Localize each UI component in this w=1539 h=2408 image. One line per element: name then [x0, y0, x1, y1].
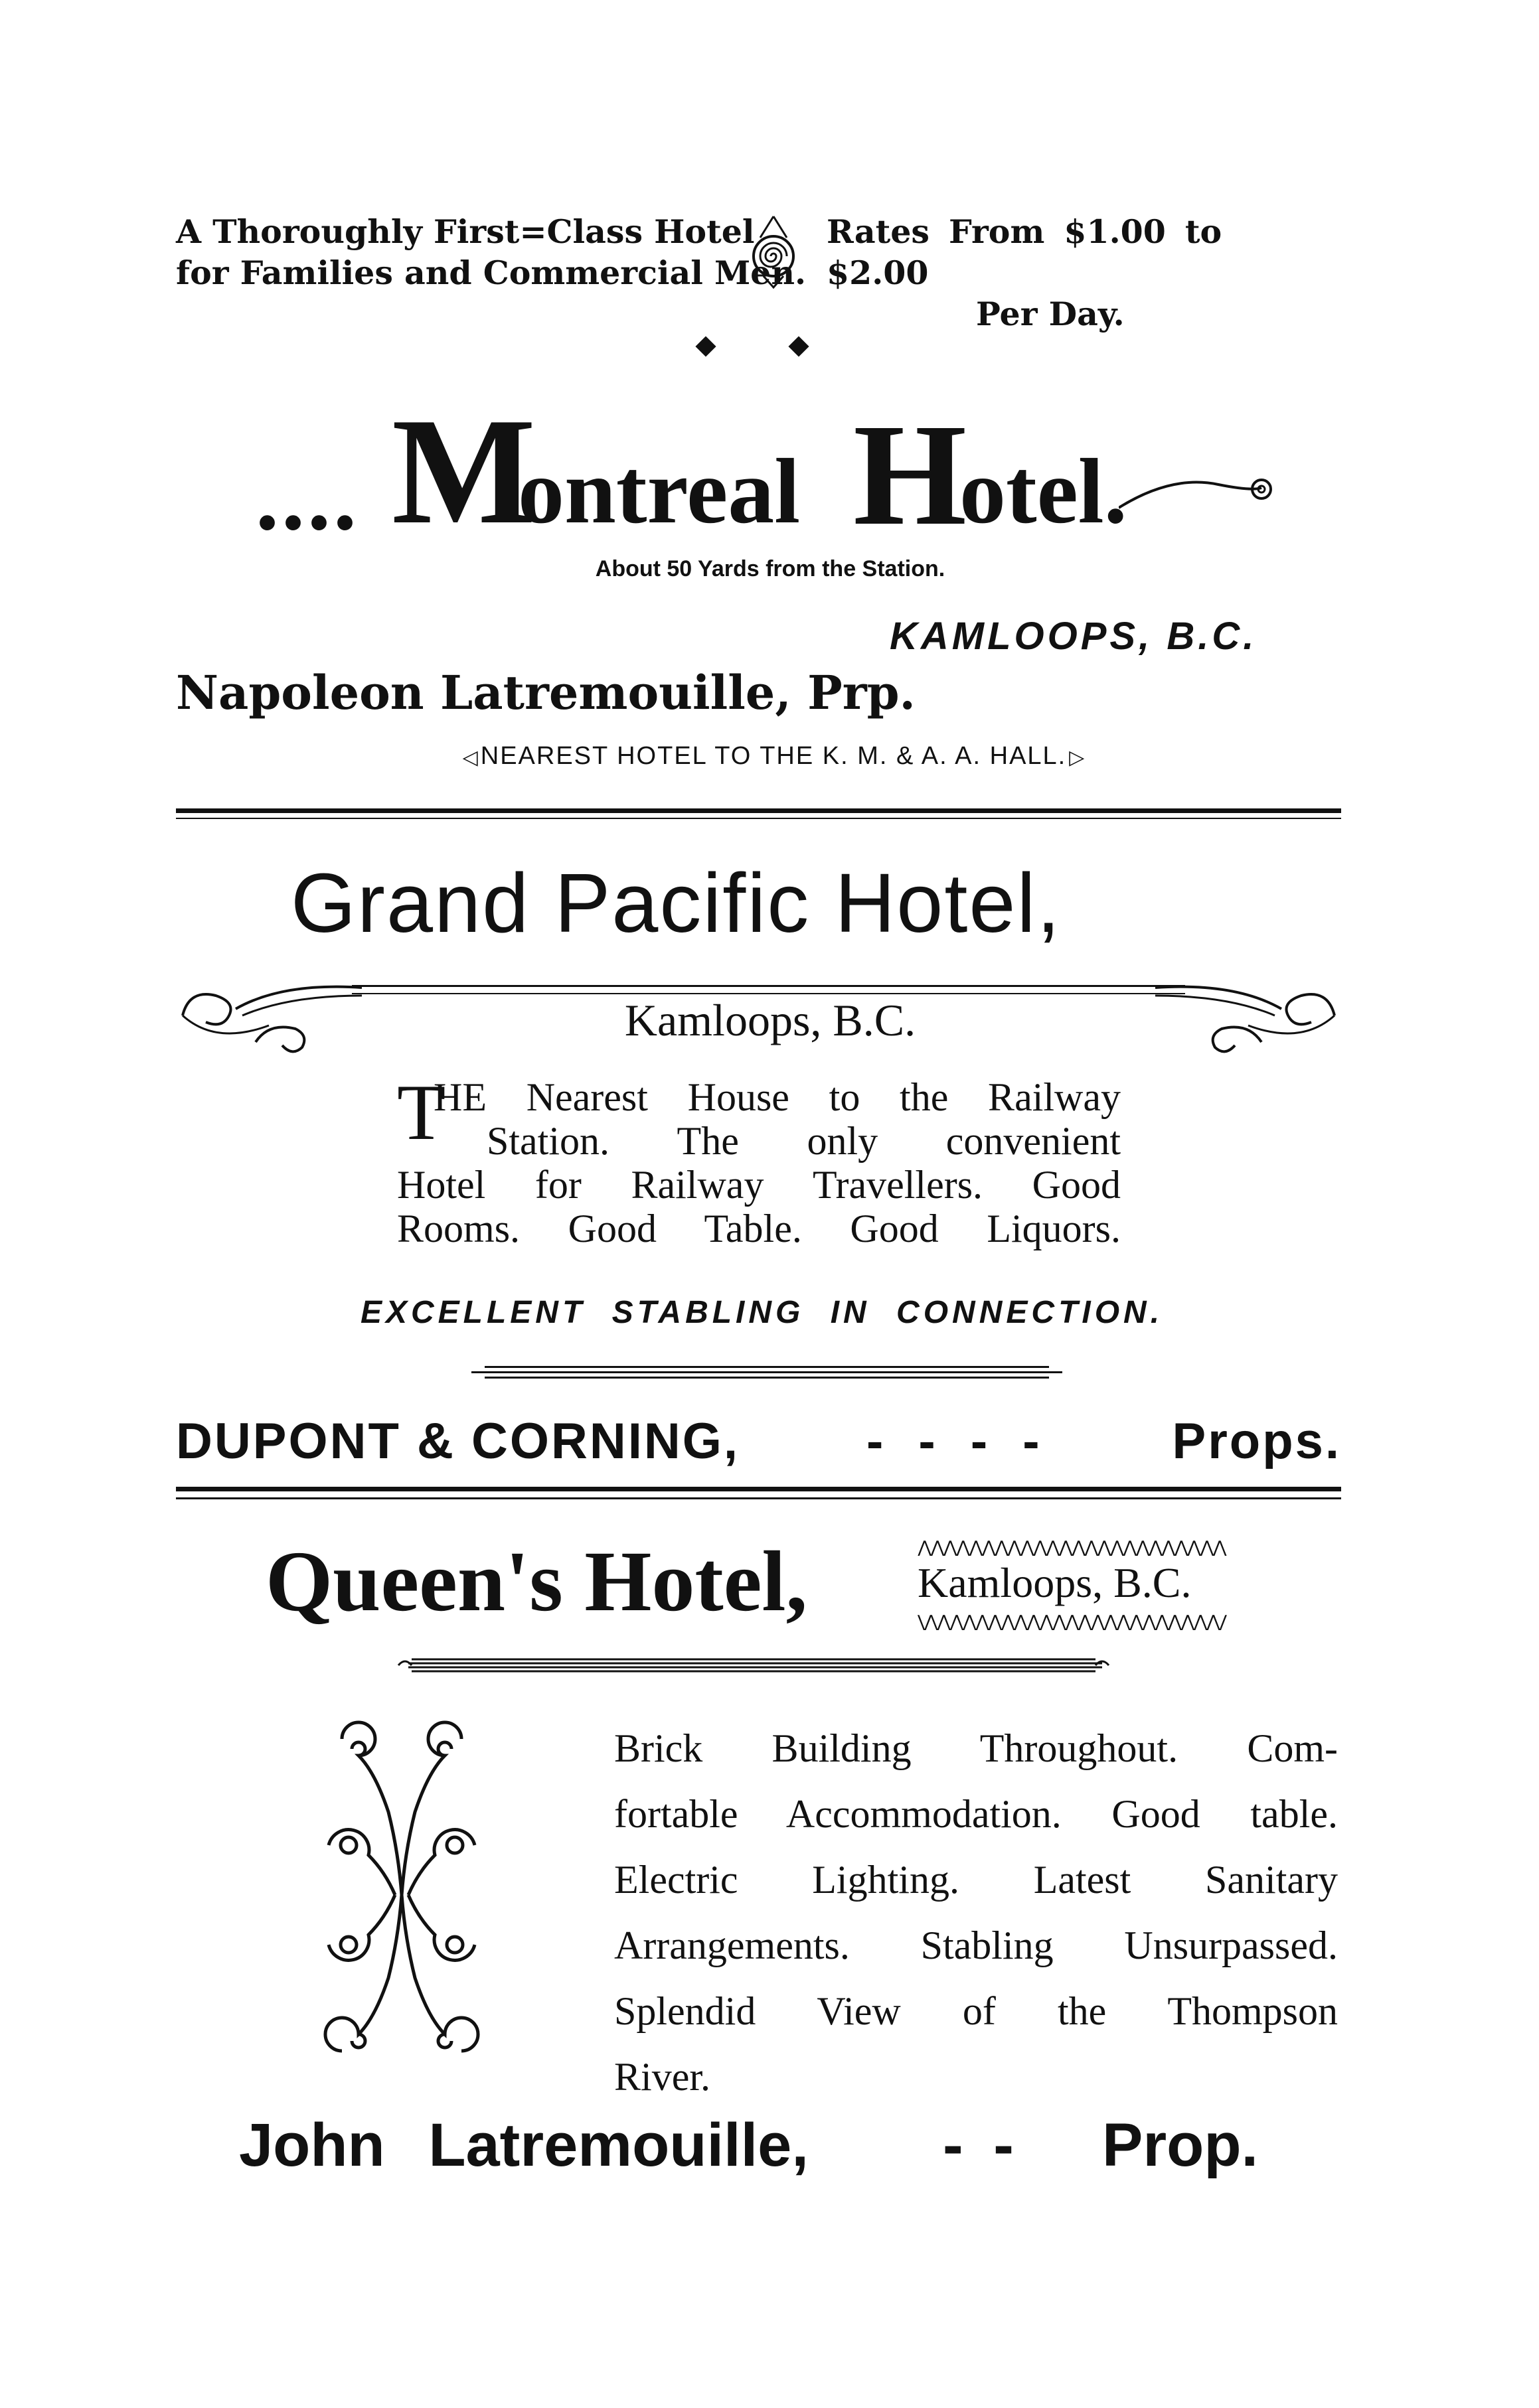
diamond-divider — [690, 335, 810, 362]
ornament-line — [471, 1371, 1062, 1373]
montreal-tagline-line2: for Families and Commercial Men. — [176, 254, 807, 292]
description-line-2: Station. The only convenient — [487, 1119, 1121, 1163]
grand-pacific-stabling: EXCELLENT STABLING IN CONNECTION. — [360, 1295, 1164, 1330]
description-line-1: HE Nearest House to the Railway — [434, 1075, 1121, 1119]
queens-description-line-6: River. — [614, 2055, 710, 2099]
queens-proprietor: John Latremouille, — [239, 2111, 809, 2179]
title-word-ontreal: ontreal — [518, 440, 801, 543]
title-word-otel: otel. — [959, 440, 1127, 543]
scroll-ornament-right-icon — [1155, 969, 1341, 1062]
scrollwork-ornament-icon — [302, 1712, 501, 2077]
queens-location: Kamloops, B.C. — [918, 1559, 1192, 1606]
description-line-4: Rooms. Good Table. Good Liquors. — [397, 1207, 1121, 1250]
title-leading-dots: .... — [256, 447, 359, 550]
queens-location-box — [918, 1540, 1263, 1639]
queens-description-line-1: Brick Building Throughout. Com- — [614, 1726, 1338, 1770]
montreal-rates-line2: Per Day. — [976, 295, 1125, 333]
grand-pacific-location: Kamloops, B.C. — [624, 995, 916, 1045]
drop-cap-t: T — [397, 1068, 446, 1156]
pointer-left-icon: ◁ — [462, 746, 478, 769]
montreal-proprietor: Napoleon Latremouille, Prp. — [176, 665, 916, 720]
queens-proprietor-line — [239, 2111, 1275, 2184]
montreal-nearest-text: NEAREST HOTEL TO THE K. M. & A. A. HALL. — [480, 742, 1067, 770]
spiral-ornament-icon — [747, 211, 800, 291]
grand-pacific-props: Props. — [1172, 1413, 1341, 1469]
description-line-3: Hotel for Railway Travellers. Good — [397, 1163, 1121, 1207]
ornament-line-top — [352, 985, 1185, 987]
grand-pacific-proprietors-line — [176, 1412, 1341, 1472]
title-initial-h: H — [853, 394, 967, 556]
wavy-rule — [392, 1654, 1115, 1677]
pointer-right-icon: ▷ — [1069, 746, 1085, 769]
montreal-tagline — [176, 211, 806, 293]
zigzag-top: ⋀⋀⋀⋀⋀⋀⋀⋀⋀⋀⋀⋀⋀⋀⋀⋀⋀⋀⋀⋀⋀⋀⋀⋀ — [918, 1540, 1226, 1556]
queens-dashes: - - — [943, 2111, 1014, 2179]
section-divider-thin — [176, 1497, 1341, 1499]
grand-pacific-dashes: - - - - — [866, 1413, 1042, 1469]
queens-description-line-3: Electric Lighting. Latest Sanitary — [614, 1858, 1338, 1902]
montreal-hotel-title — [256, 386, 1278, 558]
diamond-icon — [695, 336, 716, 356]
montreal-rates-line1: Rates From $1.00 to $2.00 — [827, 212, 1222, 292]
queens-hotel-title: Queen's Hotel, — [266, 1534, 808, 1629]
montreal-nearest-line — [425, 742, 1122, 782]
scroll-ornament-left-icon — [176, 969, 362, 1062]
title-initial-m: M — [392, 386, 536, 556]
section-divider-thin — [176, 818, 1341, 819]
queens-description — [614, 1716, 1338, 2110]
section-divider — [176, 808, 1341, 813]
section-divider — [176, 1487, 1341, 1491]
title-flourish-icon — [1119, 461, 1278, 514]
queens-description-line-2: fortable Accommodation. Good table. — [614, 1792, 1338, 1836]
small-ornament-rule — [458, 1359, 1076, 1386]
montreal-distance: About 50 Yards from the Station. — [595, 556, 945, 581]
grand-pacific-proprietors: DUPONT & CORNING, — [176, 1413, 740, 1469]
ornament-line — [485, 1377, 1049, 1379]
grand-pacific-description — [397, 1068, 1121, 1250]
wavy-rule-icon — [392, 1654, 1115, 1677]
zigzag-bottom: ⋁⋁⋁⋁⋁⋁⋁⋁⋁⋁⋁⋁⋁⋁⋁⋁⋁⋁⋁⋁⋁⋁⋁⋁ — [918, 1614, 1226, 1630]
montreal-rates — [827, 211, 1321, 335]
montreal-location: KAMLOOPS, B.C. — [890, 615, 1257, 658]
queens-description-line-4: Arrangements. Stabling Unsurpassed. — [614, 1923, 1338, 1967]
diamond-icon — [788, 336, 809, 356]
montreal-tagline-line1: A Thoroughly First=Class Hotel — [176, 212, 755, 251]
queens-prop: Prop. — [1102, 2111, 1259, 2179]
ornament-line — [485, 1366, 1049, 1368]
queens-description-line-5: Splendid View of the Thompson — [614, 1989, 1338, 2033]
grand-pacific-title: Grand Pacific Hotel, — [291, 856, 1062, 950]
